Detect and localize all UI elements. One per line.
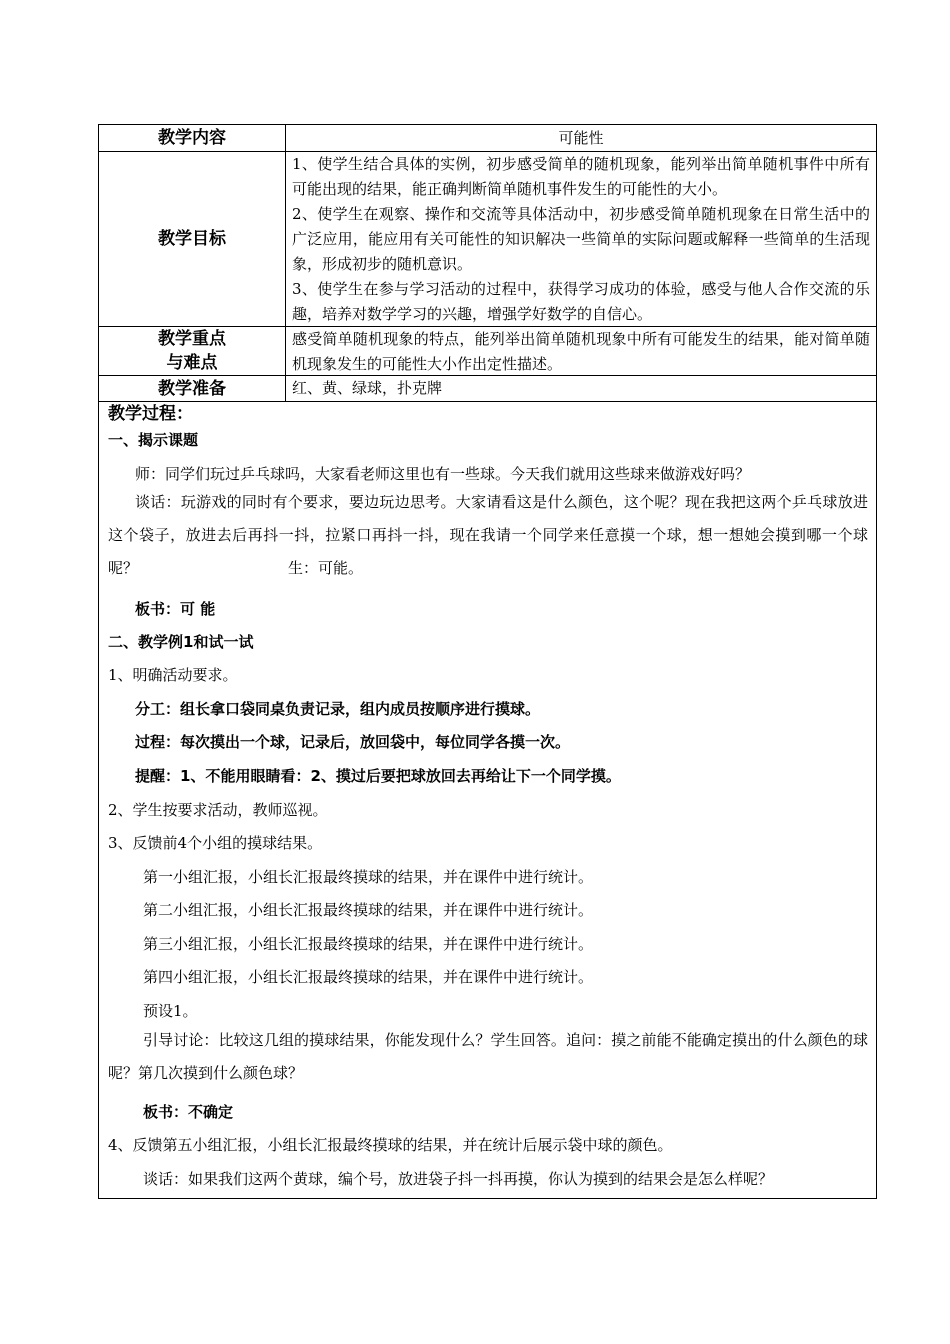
lesson-plan-table: [98, 124, 877, 1199]
content-value: 可能性: [558, 128, 604, 147]
goal-item: 2、使学生在观察、操作和交流等具体活动中，初步感受简单随机现象在日常生活中的广泛应用，能应用有关可能性的知识解决一些简单的实际问题或解释一些简单的生活现象，形成初步的随机意识。: [292, 205, 870, 273]
talk-2: 谈话：如果我们这两个黄球，编个号，放进袋子抖一抖再摸，你认为摸到的结果会是怎么样呢？: [143, 1170, 774, 1188]
preset-note: 预设1。: [143, 1002, 198, 1020]
rule-divide: 分工：组长拿口袋同桌负责记录，组内成员按顺序进行摸球。: [135, 700, 541, 718]
prep-label: 教学准备: [99, 376, 286, 401]
teacher-line: 师：同学们玩过乒乓球吗，大家看老师这里也有一些球。今天我们就用这些球来做游戏好吗？: [135, 465, 751, 483]
board-note-1: 板书：可 能: [135, 600, 216, 618]
talk-1: 谈话：玩游戏的同时有个要求，要边玩边思考。大家请看这是什么颜色，这个呢？现在我把这两个乒乓球放进这个袋子，放进去后再抖一抖，拉紧口再抖一抖，现在我请一个同学来任意摸一个球，想一想她会摸到哪一个球呢？ 生：可能。: [108, 493, 868, 577]
goal-item: 1、使学生结合具体的实例，初步感受简单的随机现象，能列举出简单随机事件中所有可能出现的结果，能正确判断简单随机事件发生的可能性的大小。: [292, 155, 870, 198]
rule-remind: 提醒：1、不能用眼睛看：2、摸过后要把球放回去再给让下一个同学摸。: [135, 767, 621, 785]
content-label: 教学内容: [99, 125, 286, 151]
group-report-3: 第三小组汇报，小组长汇报最终摸球的结果，并在课件中进行统计。: [143, 935, 594, 953]
section-2-heading: 二、教学例1和试一试: [108, 633, 254, 651]
section-1-heading: 一、揭示课题: [108, 431, 199, 449]
group-report-1: 第一小组汇报，小组长汇报最终摸球的结果，并在课件中进行统计。: [143, 868, 594, 886]
goals-list: [292, 152, 870, 326]
rule-process: 过程：每次摸出一个球，记录后，放回袋中，每位同学各摸一次。: [135, 733, 571, 751]
step-1: 1、明确活动要求。: [108, 666, 238, 684]
guide-discussion: 引导讨论：比较这几组的摸球结果，你能发现什么？学生回答。追问：摸之前能不能确定摸出的什么颜色的球呢？第几次摸到什么颜色球？: [108, 1031, 868, 1082]
key-label-line-2: 与难点: [166, 353, 218, 373]
step-2: 2、学生按要求活动，教师巡视。: [108, 801, 328, 819]
student-answer: 生：可能。: [288, 559, 364, 577]
step-4: 4、反馈第五小组汇报，小组长汇报最终摸球的结果，并在统计后展示袋中球的颜色。: [108, 1136, 673, 1154]
process-title: 教学过程：: [108, 404, 193, 424]
key-value: 感受简单随机现象的特点，能列举出简单随机现象中所有可能发生的结果，能对简单随机现象发生的可能性大小作出定性描述。: [292, 330, 870, 373]
group-report-4: 第四小组汇报，小组长汇报最终摸球的结果，并在课件中进行统计。: [143, 968, 594, 986]
row-preparation: [99, 376, 876, 402]
board-note-2: 板书：不确定: [143, 1103, 234, 1121]
key-label: [99, 327, 286, 375]
step-3: 3、反馈前4个小组的摸球结果。: [108, 834, 323, 852]
group-report-2: 第二小组汇报，小组长汇报最终摸球的结果，并在课件中进行统计。: [143, 901, 594, 919]
row-goals: [99, 152, 876, 327]
row-content: [99, 125, 876, 152]
goal-item: 3、使学生在参与学习活动的过程中，获得学习成功的体验，感受与他人合作交流的乐趣，培养对数学学习的兴趣，增强学好数学的自信心。: [292, 280, 870, 323]
key-label-line-1: 教学重点: [158, 329, 226, 349]
goals-label: 教学目标: [99, 152, 286, 326]
prep-value: 红、黄、绿球，扑克牌: [292, 379, 443, 397]
row-key-points: [99, 327, 876, 376]
